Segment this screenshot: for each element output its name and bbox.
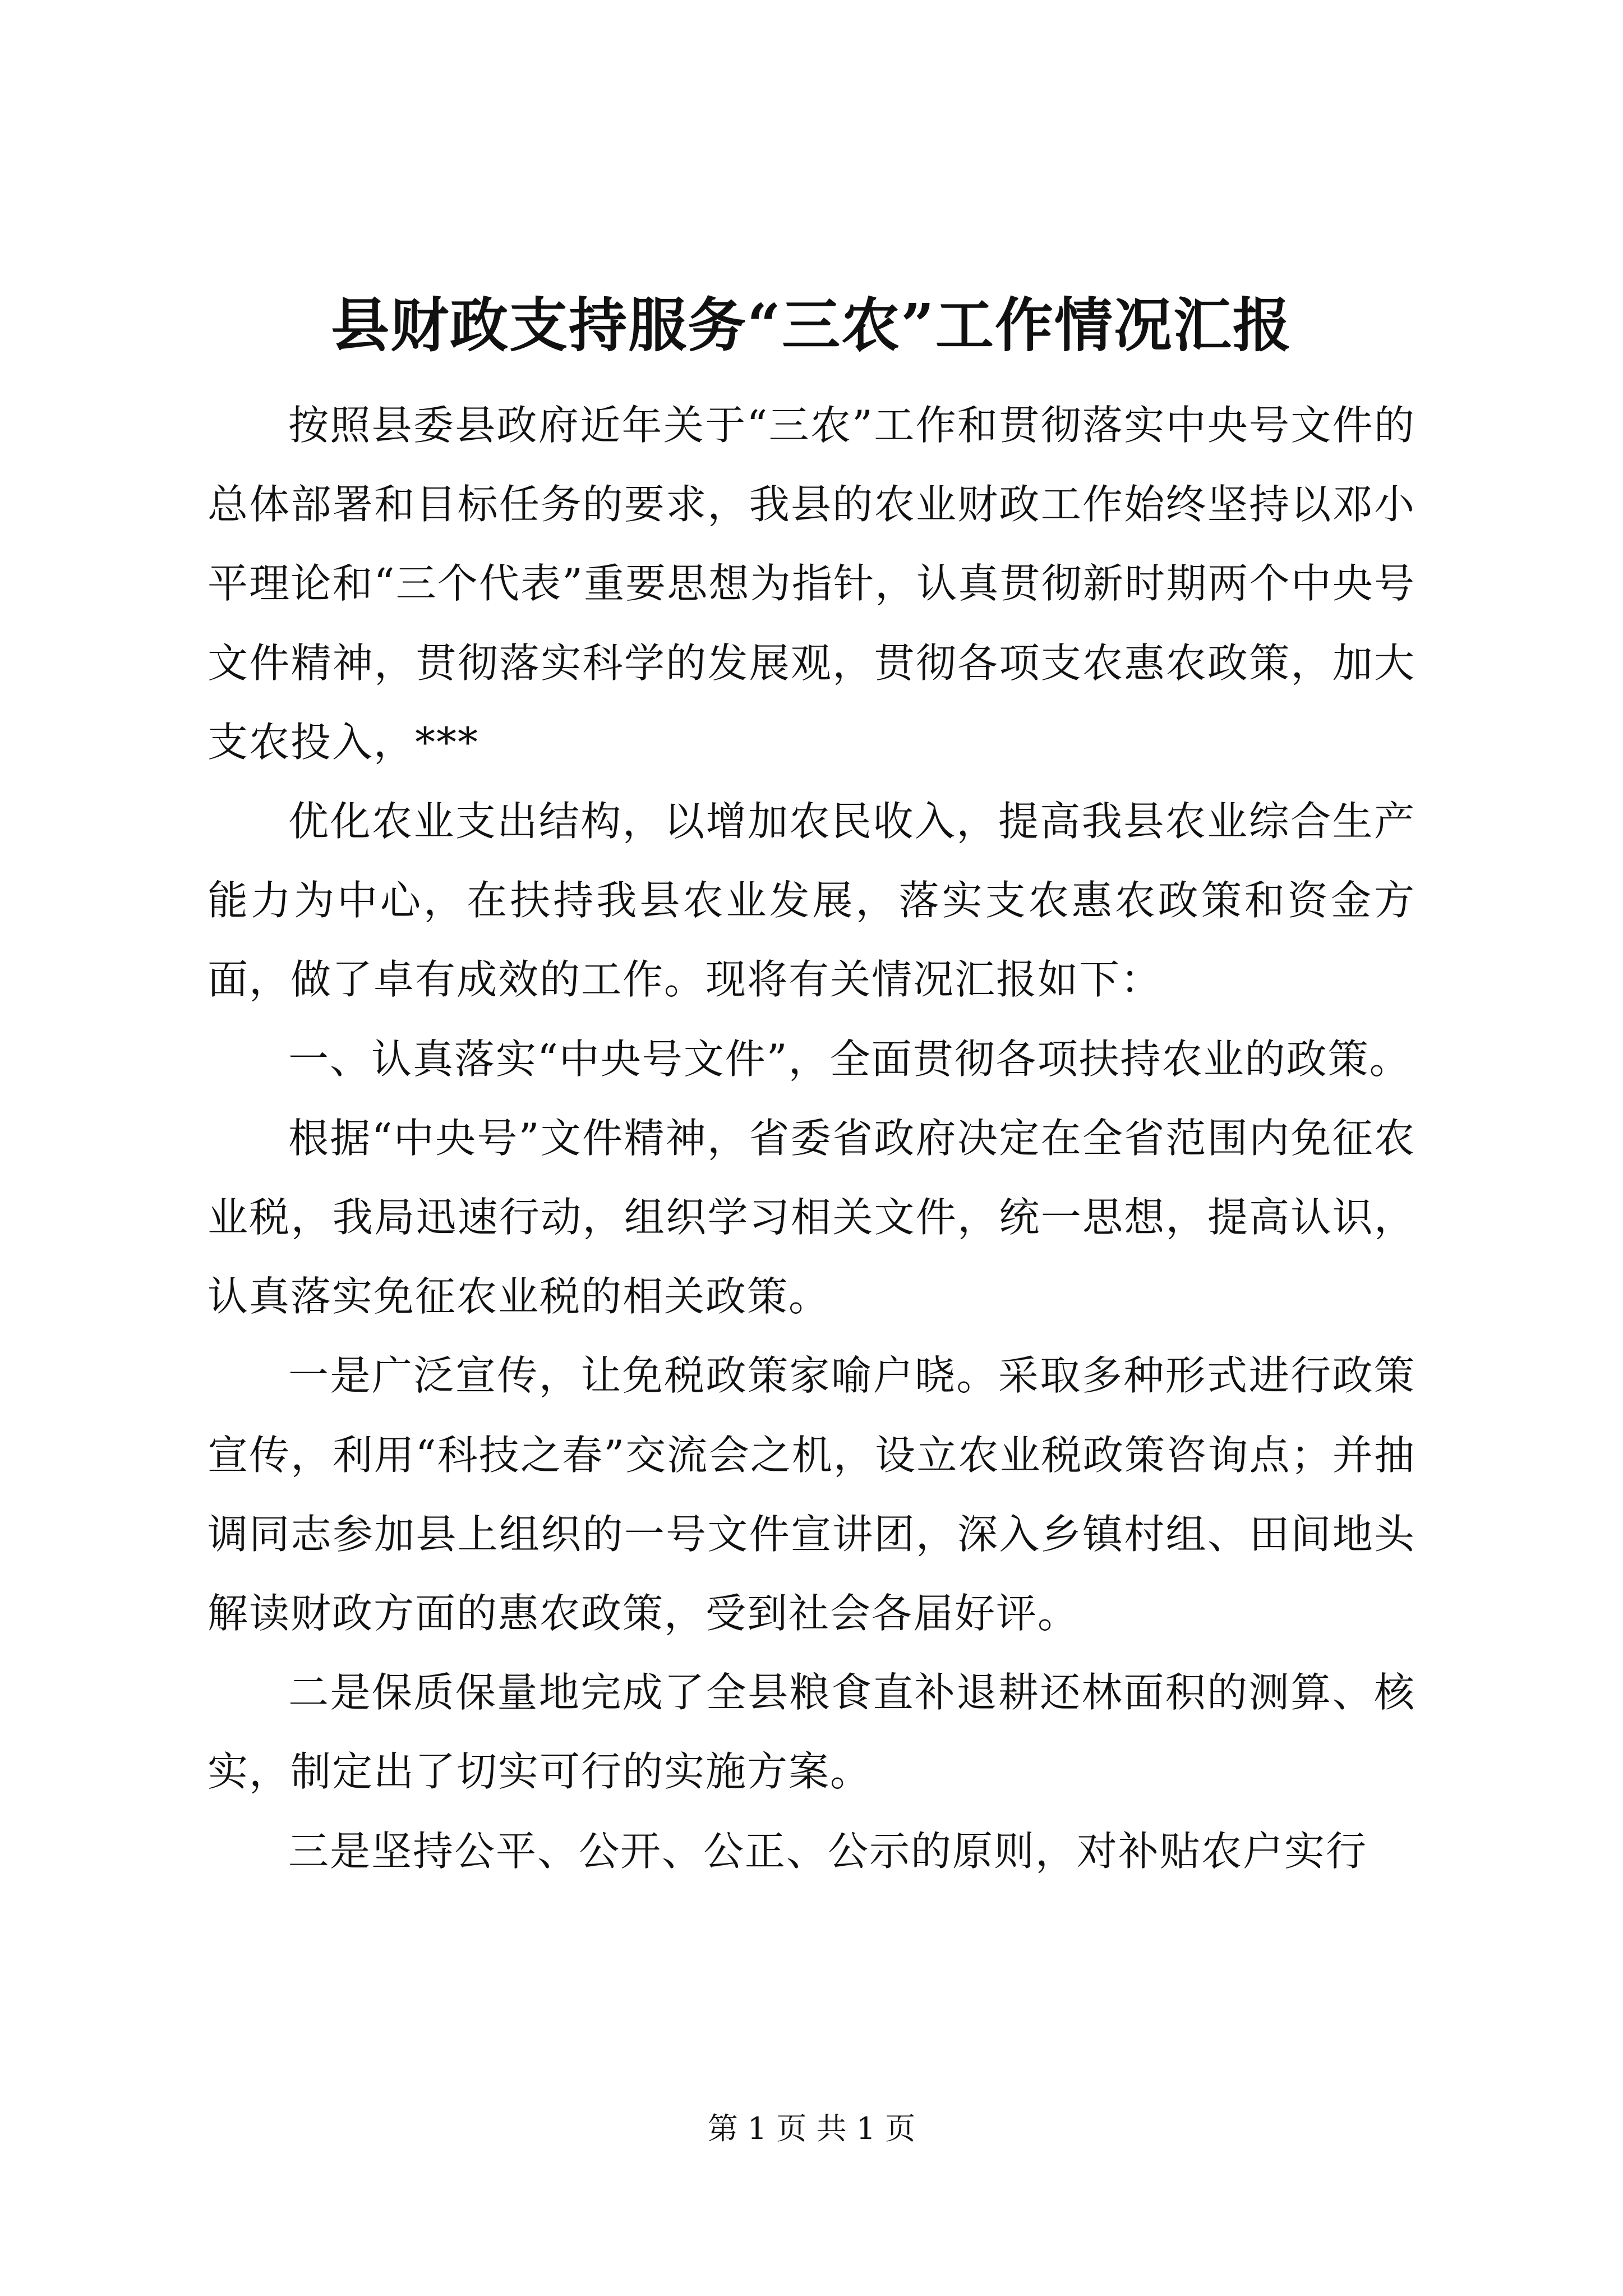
- page-footer: 第 1 页 共 1 页: [707, 2111, 916, 2146]
- document-title: 县财政支持服务“三农”工作情况汇报: [331, 291, 1292, 360]
- section-heading: 一、认真落实“中央号文件”，全面贯彻各项扶持农业的政策。: [288, 1035, 1411, 1083]
- paragraph: 根据“中央号”文件精神，省委省政府决定在全省范围内免征农业税，我局迅速行动，组织学习相关文件，统一思想，提高认识，认真落实免征农业税的相关政策。: [208, 1114, 1415, 1320]
- paragraph: 二是保质保量地完成了全县粮食直补退耕还林面积的测算、核实，制定出了切实可行的实施方案。: [208, 1669, 1415, 1796]
- paragraph: 一是广泛宣传，让免税政策家喻户晓。采取多种形式进行政策宣传，利用“科技之春”交流会之机，设立农业税政策咨询点；并抽调同志参加县上组织的一号文件宣讲团，深入乡镇村组、田间地头解读财政方面的惠农政策，受到社会各届好评。: [208, 1352, 1415, 1637]
- paragraph: 优化农业支出结构，以增加农民收入，提高我县农业综合生产能力为中心，在扶持我县农业发展，落实支农惠农政策和资金方面，做了卓有成效的工作。现将有关情况汇报如下：: [208, 798, 1415, 1004]
- paragraph: 三是坚持公平、公开、公正、公示的原则，对补贴农户实行: [288, 1827, 1368, 1875]
- document-body: [208, 386, 1415, 1891]
- paragraph: 按照县委县政府近年关于“三农”工作和贯彻落实中央号文件的总体部署和目标任务的要求，我县的农业财政工作始终坚持以邓小平理论和“三个代表”重要思想为指针，认真贯彻新时期两个中央号文件精神，贯彻落实科学的发展观，贯彻各项支农惠农政策，加大支农投入，***: [208, 402, 1415, 766]
